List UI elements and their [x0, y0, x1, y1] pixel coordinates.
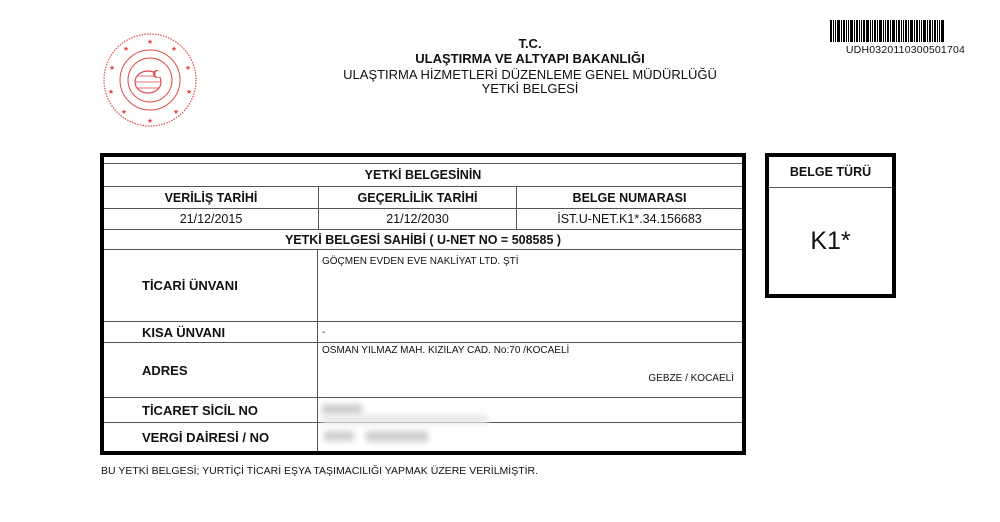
document-title: YETKİ BELGESİ	[481, 81, 579, 96]
barcode-number: UDH0320110300501704	[845, 44, 966, 56]
document-type-label: BELGE TÜRÜ	[769, 157, 892, 188]
validity-date-header: GEÇERLİLİK TARİHİ	[357, 190, 478, 205]
document-type-value: K1*	[810, 226, 851, 255]
trade-name-row	[104, 250, 742, 322]
certificate-table	[100, 153, 746, 455]
footer-note: BU YETKİ BELGESİ; YURTİÇİ TİCARİ EŞYA TAŞIMACILIĞI YAPMAK ÜZERE VERİLMİŞTİR.	[101, 465, 539, 477]
svg-text:★: ★	[185, 89, 193, 96]
ministry-seal-icon	[102, 32, 198, 128]
validity-date-value: 21/12/2030	[386, 212, 449, 226]
svg-text:★: ★	[184, 65, 192, 72]
trade-registry-value-redacted	[322, 404, 362, 415]
address-label: ADRES	[142, 362, 188, 378]
tax-office-value-redacted	[324, 431, 354, 441]
country-heading: T.C.	[518, 36, 542, 51]
svg-text:★: ★	[146, 118, 154, 125]
trade-registry-row	[104, 398, 742, 423]
trade-name-label: TİCARİ ÜNVANI	[142, 278, 238, 293]
svg-text:★: ★	[170, 46, 178, 53]
issue-date-header: VERİLİŞ TARİHİ	[164, 190, 258, 205]
certificate-title-row	[104, 163, 742, 187]
document-number-value: İST.U-NET.K1*.34.156683	[557, 212, 702, 226]
address-line1: OSMAN YILMAZ MAH. KIZILAY CAD. No:70 /KOCAELİ	[322, 345, 570, 356]
svg-text:★: ★	[107, 89, 115, 96]
short-name-row	[104, 322, 742, 343]
short-name-value: -	[322, 327, 326, 338]
trade-registry-label: TİCARET SİCİL NO	[142, 402, 259, 418]
date-header-row	[104, 187, 742, 209]
svg-text:★: ★	[172, 109, 180, 116]
tax-office-label: VERGİ DAİRESİ / NO	[142, 429, 270, 445]
svg-text:★: ★	[122, 46, 130, 53]
document-number-header: BELGE NUMARASI	[572, 190, 687, 205]
certificate-title: YETKİ BELGESİNİN	[364, 167, 482, 182]
ministry-heading: ULAŞTIRMA VE ALTYAPI BAKANLIĞI	[415, 51, 645, 66]
barcode-icon	[830, 20, 980, 42]
holder-title: YETKİ BELGESİ SAHİBİ ( U-NET NO = 508585 )	[284, 232, 562, 247]
short-name-label: KISA ÜNVANI	[142, 324, 226, 340]
address-row	[104, 343, 742, 398]
svg-text:★: ★	[108, 65, 116, 72]
trade-name-value: GÖÇMEN EVDEN EVE NAKLİYAT LTD. ŞTİ	[322, 256, 519, 267]
address-line2: GEBZE / KOCAELİ	[648, 373, 734, 384]
directorate-heading: ULAŞTIRMA HİZMETLERİ DÜZENLEME GENEL MÜDÜRLÜĞÜ	[343, 67, 717, 82]
tax-number-value-redacted	[366, 431, 428, 442]
document-type-box	[765, 153, 896, 298]
date-values-row	[104, 209, 742, 230]
holder-title-row	[104, 230, 742, 250]
tax-office-row	[104, 423, 742, 451]
svg-text:★: ★	[120, 109, 128, 116]
issue-date-value: 21/12/2015	[179, 212, 243, 226]
svg-text:★: ★	[146, 39, 154, 46]
